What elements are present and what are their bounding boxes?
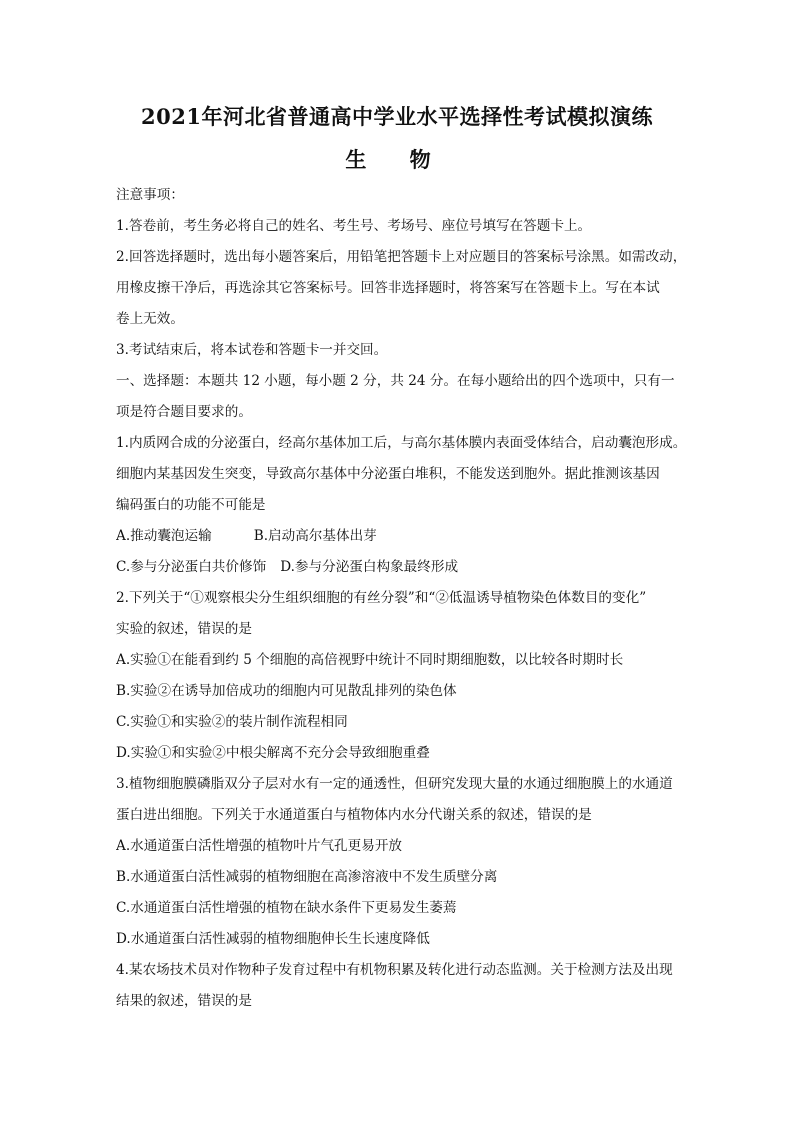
exam-body [116, 180, 686, 1017]
q1-stem: 细胞内某基因发生突变，导致高尔基体中分泌蛋白堆积，不能发送到胞外。据此推测该基因 [116, 466, 660, 482]
q1-options-row [116, 552, 686, 583]
q4-stem: 结果的叙述，错误的是 [116, 993, 252, 1009]
notice-line: 2.回答选择题时，选出每小题答案后，用铅笔把答题卡上对应题目的答案标号涂黑。如需改动， [116, 249, 686, 265]
q3-option-d: D.水通道蛋白活性减弱的植物细胞伸长生长速度降低 [116, 931, 430, 947]
q1-options-row [116, 521, 686, 552]
exam-subject: 生 物 [345, 147, 449, 172]
q4-stem: 4.某农场技术员对作物种子发育过程中有机物积累及转化进行动态监测。关于检测方法及出现 [116, 962, 673, 978]
q3-stem: 3.植物细胞膜磷脂双分子层对水有一定的通透性，但研究发现大量的水通过细胞膜上的水通道 [116, 776, 673, 792]
notice-line: 卷上无效。 [116, 311, 184, 327]
q1-option-c: C.参与分泌蛋白共价修饰 [116, 559, 267, 575]
section-heading: 项是符合题目要求的。 [116, 404, 252, 420]
q1-option-a: A.推动囊泡运输 [116, 528, 212, 544]
q2-stem: 2.下列关于“①观察根尖分生组织细胞的有丝分裂”和“②低温诱导植物染色体数目的变化” [116, 590, 647, 606]
q1-stem: 1.内质网合成的分泌蛋白，经高尔基体加工后，与高尔基体膜内表面受体结合，启动囊泡形成。 [116, 435, 686, 451]
q1-option-d: D.参与分泌蛋白构象最终形成 [280, 559, 459, 575]
q3-stem: 蛋白进出细胞。下列关于水通道蛋白与植物体内水分代谢关系的叙述，错误的是 [116, 807, 592, 823]
q1-option-b: B.启动高尔基体出芽 [253, 528, 377, 544]
exam-title: 2021年河北省普通高中学业水平选择性考试模拟演练 [141, 104, 653, 129]
notice-line: 3.考试结束后，将本试卷和答题卡一并交回。 [116, 342, 388, 358]
notice-line: 用橡皮擦干净后，再选涂其它答案标号。回答非选择题时，将答案写在答题卡上。写在本试 [116, 280, 660, 296]
q2-option-b: B.实验②在诱导加倍成功的细胞内可见散乱排列的染色体 [116, 683, 457, 699]
q3-option-b: B.水通道蛋白活性减弱的植物细胞在高渗溶液中不发生质壁分离 [116, 869, 498, 885]
notice-line: 1.答卷前，考生务必将自己的姓名、考生号、考场号、座位号填写在答题卡上。 [116, 218, 592, 234]
q2-option-c: C.实验①和实验②的装片制作流程相同 [116, 714, 348, 730]
q3-option-c: C.水通道蛋白活性增强的植物在缺水条件下更易发生萎蔫 [116, 900, 457, 916]
q1-stem: 编码蛋白的功能不可能是 [116, 497, 266, 513]
q2-option-a: A.实验①在能看到约 5 个细胞的高倍视野中统计不同时期细胞数，以比较各时期时长 [116, 652, 624, 668]
q3-option-a: A.水通道蛋白活性增强的植物叶片气孔更易开放 [116, 838, 403, 854]
q2-stem: 实验的叙述，错误的是 [116, 621, 252, 637]
notice-heading: 注意事项： [116, 187, 184, 203]
section-heading: 一、选择题：本题共 12 小题，每小题 2 分，共 24 分。在每小题给出的四个选项中，只有一 [116, 373, 675, 389]
q2-option-d: D.实验①和实验②中根尖解离不充分会导致细胞重叠 [116, 745, 430, 761]
